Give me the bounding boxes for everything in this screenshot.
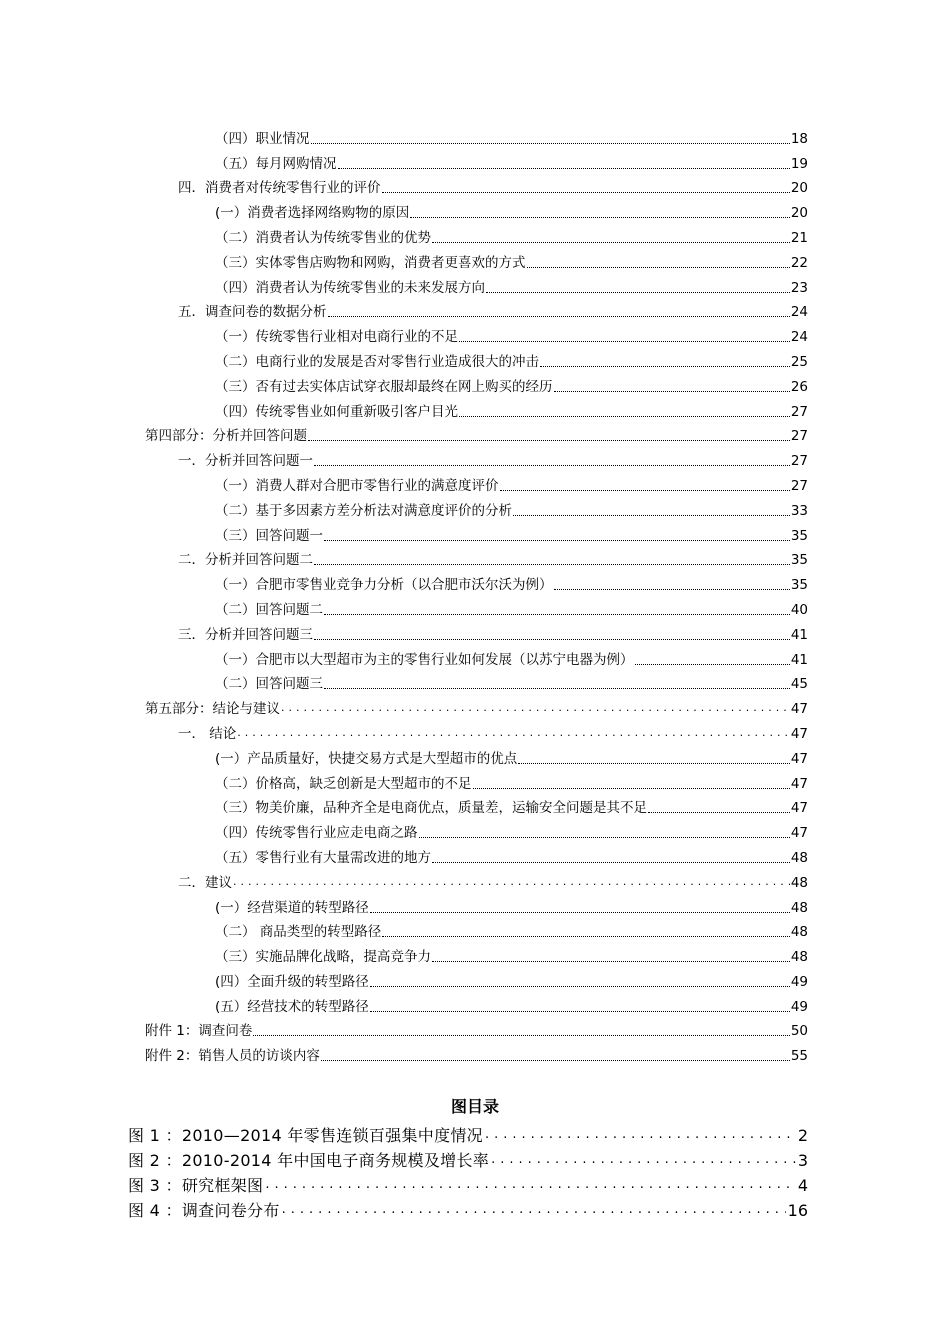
toc-entry-label: （三）否有过去实体店试穿衣服却最终在网上购买的经历 <box>215 378 553 395</box>
toc-entry-label: （一）合肥市零售业竞争力分析（以合肥市沃尔沃为例） <box>215 577 553 594</box>
figure-index-entry[interactable] <box>0 1147 950 1172</box>
toc-entry-page-number: 48 <box>790 924 808 941</box>
toc-leader-dots <box>253 1035 789 1036</box>
toc-entry-label: （二）电商行业的发展是否对零售行业造成很大的冲击 <box>215 353 539 370</box>
toc-entry-label: (一）消费者选择网络购物的原因 <box>215 205 410 222</box>
toc-leader-dots <box>308 440 790 441</box>
toc-entry-label: (五）经营技术的转型路径 <box>215 998 369 1015</box>
toc-entry[interactable] <box>0 174 950 199</box>
toc-leader-dots <box>410 217 790 218</box>
toc-leader-dots <box>314 564 790 565</box>
toc-entry-label: （三）物美价廉，品种齐全是电商优点，质量差，运输安全问题是其不足 <box>215 800 647 817</box>
toc-entry-label: （二）回答问题二 <box>215 601 323 618</box>
toc-leader-dots <box>370 986 790 987</box>
toc-leader-dots <box>370 1011 790 1012</box>
toc-entry[interactable] <box>0 273 950 298</box>
toc-entry[interactable] <box>0 1017 950 1042</box>
toc-entry[interactable] <box>0 942 950 967</box>
toc-entry-label: 一．分析并回答问题一 <box>178 453 313 470</box>
toc-leader-dots <box>382 936 790 937</box>
toc-entry-page-number: 49 <box>790 973 808 990</box>
toc-entry-page-number: 21 <box>790 229 808 246</box>
toc-entry-label: 二．分析并回答问题二 <box>178 552 313 569</box>
figure-entry-page-number: 4 <box>797 1176 808 1195</box>
toc-entry-label: （二）基于多因素方差分析法对满意度评价的分析 <box>215 502 512 519</box>
toc-leader-dots <box>370 912 790 913</box>
toc-entry-label: （二）消费者认为传统零售业的优势 <box>215 229 431 246</box>
toc-entry[interactable] <box>0 595 950 620</box>
toc-leader-dots <box>540 366 790 367</box>
toc-entry[interactable] <box>0 570 950 595</box>
toc-entry-page-number: 47 <box>790 701 808 718</box>
toc-entry-page-number: 41 <box>790 626 808 643</box>
toc-entry-label: 四．消费者对传统零售行业的评价 <box>178 180 381 197</box>
toc-entry[interactable] <box>0 645 950 670</box>
toc-entry-label: 一． 结论 <box>178 725 237 742</box>
toc-leader-dots <box>432 961 790 962</box>
toc-leader-dots <box>648 812 790 813</box>
toc-leader-dots <box>324 688 790 689</box>
toc-entry-page-number: 27 <box>790 453 808 470</box>
toc-entry-label: 二．建议 <box>178 874 232 891</box>
toc-entry-label: （一）合肥市以大型超市为主的零售行业如何发展（以苏宁电器为例） <box>215 651 634 668</box>
toc-leader-dots <box>554 391 790 392</box>
toc-entry-label: 附件 2：销售人员的访谈内容 <box>145 1048 320 1065</box>
toc-entry[interactable] <box>0 694 950 719</box>
toc-entry-label: (四）全面升级的转型路径 <box>215 973 369 990</box>
toc-entry-label: （五）零售行业有大量需改进的地方 <box>215 849 431 866</box>
figure-leader-dots <box>265 1176 795 1194</box>
toc-entry-label: 第五部分：结论与建议 <box>145 701 280 718</box>
toc-entry[interactable] <box>0 992 950 1017</box>
figure-index-entry[interactable] <box>0 1122 950 1147</box>
figure-leader-dots <box>282 1201 786 1219</box>
figure-index-entry[interactable] <box>0 1172 950 1197</box>
toc-entry-label: （三）实施品牌化战略，提高竞争力 <box>215 949 431 966</box>
figure-index-title: 图目录 <box>450 1097 499 1116</box>
toc-leader-dots <box>518 763 790 764</box>
toc-entry-page-number: 48 <box>790 874 808 891</box>
toc-entry-label: （一）消费人群对合肥市零售行业的满意度评价 <box>215 477 499 494</box>
figure-index-list <box>0 1122 950 1222</box>
toc-leader-dots <box>635 664 790 665</box>
toc-leader-dots <box>328 316 790 317</box>
toc-leader-dots <box>513 515 790 516</box>
toc-entry[interactable] <box>0 372 950 397</box>
toc-leader-dots <box>281 700 790 716</box>
toc-entry-page-number: 26 <box>790 378 808 395</box>
toc-leader-dots <box>324 614 790 615</box>
toc-entry[interactable] <box>0 769 950 794</box>
toc-leader-dots <box>527 267 790 268</box>
toc-entry[interactable] <box>0 1041 950 1066</box>
toc-entry-label: （四）传统零售行业应走电商之路 <box>215 825 418 842</box>
toc-leader-dots <box>432 242 790 243</box>
toc-leader-dots <box>473 788 790 789</box>
toc-entry-page-number: 48 <box>790 899 808 916</box>
toc-entry-label: 三．分析并回答问题三 <box>178 626 313 643</box>
toc-entry-page-number: 35 <box>790 577 808 594</box>
toc-entry-page-number: 19 <box>790 155 808 172</box>
toc-entry-label: （二） 商品类型的转型路径 <box>215 924 382 941</box>
toc-entry[interactable] <box>0 818 950 843</box>
toc-entry-label: （四）职业情况 <box>215 130 310 147</box>
toc-entry[interactable] <box>0 893 950 918</box>
toc-leader-dots <box>554 589 790 590</box>
toc-entry-label: （二）价格高，缺乏创新是大型超市的不足 <box>215 775 472 792</box>
toc-entry[interactable] <box>0 744 950 769</box>
toc-entry-page-number: 24 <box>790 304 808 321</box>
toc-entry[interactable] <box>0 620 950 645</box>
table-of-contents <box>0 124 950 1066</box>
toc-entry[interactable] <box>0 496 950 521</box>
toc-entry-page-number: 48 <box>790 849 808 866</box>
toc-entry[interactable] <box>0 397 950 422</box>
toc-entry-page-number: 40 <box>790 601 808 618</box>
toc-entry-page-number: 35 <box>790 552 808 569</box>
toc-entry[interactable] <box>0 719 950 744</box>
toc-entry[interactable] <box>0 546 950 571</box>
toc-entry-label: （一）传统零售行业相对电商行业的不足 <box>215 329 458 346</box>
toc-entry-page-number: 47 <box>790 725 808 742</box>
toc-entry[interactable] <box>0 843 950 868</box>
toc-leader-dots <box>459 416 790 417</box>
toc-entry-page-number: 49 <box>790 998 808 1015</box>
toc-entry-label: （四）消费者认为传统零售业的未来发展方向 <box>215 279 485 296</box>
toc-entry[interactable] <box>0 124 950 149</box>
figure-leader-dots <box>485 1126 796 1144</box>
figure-entry-label: 图 2 ：2010-2014 年中国电子商务规模及增长率 <box>128 1151 490 1170</box>
toc-entry-page-number: 47 <box>790 775 808 792</box>
figure-entry-label: 图 3 ：研究框架图 <box>128 1176 264 1195</box>
toc-entry-page-number: 20 <box>790 180 808 197</box>
toc-entry[interactable] <box>0 868 950 893</box>
toc-entry-label: 第四部分：分析并回答问题 <box>145 428 307 445</box>
toc-entry-page-number: 18 <box>790 130 808 147</box>
toc-entry[interactable] <box>0 223 950 248</box>
toc-leader-dots <box>314 465 790 466</box>
toc-entry-page-number: 27 <box>790 428 808 445</box>
toc-entry-page-number: 27 <box>790 403 808 420</box>
toc-entry-page-number: 47 <box>790 800 808 817</box>
toc-leader-dots <box>311 143 790 144</box>
toc-entry[interactable] <box>0 149 950 174</box>
toc-entry-page-number: 50 <box>790 1023 808 1040</box>
toc-entry[interactable] <box>0 347 950 372</box>
figure-entry-label: 图 1 ：2010—2014 年零售连锁百强集中度情况 <box>128 1126 483 1145</box>
figure-leader-dots <box>491 1151 796 1169</box>
toc-entry[interactable] <box>0 248 950 273</box>
toc-entry-page-number: 33 <box>790 502 808 519</box>
toc-leader-dots <box>233 874 790 890</box>
toc-leader-dots <box>338 168 790 169</box>
figure-entry-page-number: 3 <box>797 1151 808 1170</box>
toc-entry[interactable] <box>0 298 950 323</box>
toc-entry[interactable] <box>0 322 950 347</box>
toc-entry[interactable] <box>0 198 950 223</box>
toc-leader-dots <box>324 540 790 541</box>
toc-entry-label: 附件 1：调查问卷 <box>145 1023 253 1040</box>
toc-leader-dots <box>382 192 790 193</box>
toc-leader-dots <box>500 490 790 491</box>
figure-entry-label: 图 4 ：调查问卷分布 <box>128 1201 280 1220</box>
toc-entry[interactable] <box>0 446 950 471</box>
toc-entry[interactable] <box>0 422 950 447</box>
toc-entry-page-number: 35 <box>790 527 808 544</box>
figure-entry-page-number: 2 <box>797 1126 808 1145</box>
toc-leader-dots <box>432 862 790 863</box>
toc-entry-label: （四）传统零售业如何重新吸引客户目光 <box>215 403 458 420</box>
toc-entry-page-number: 55 <box>790 1048 808 1065</box>
toc-entry[interactable] <box>0 670 950 695</box>
toc-entry[interactable] <box>0 471 950 496</box>
toc-entry[interactable] <box>0 967 950 992</box>
toc-entry-page-number: 48 <box>790 949 808 966</box>
toc-entry-label: （三）回答问题一 <box>215 527 323 544</box>
toc-entry-page-number: 27 <box>790 477 808 494</box>
toc-entry-page-number: 24 <box>790 329 808 346</box>
toc-entry[interactable] <box>0 918 950 943</box>
toc-leader-dots <box>419 837 790 838</box>
toc-entry-label: （五）每月网购情况 <box>215 155 337 172</box>
toc-entry-page-number: 22 <box>790 254 808 271</box>
toc-entry-page-number: 23 <box>790 279 808 296</box>
toc-entry-label: (一）产品质量好，快捷交易方式是大型超市的优点 <box>215 750 518 767</box>
toc-entry[interactable] <box>0 794 950 819</box>
toc-entry-label: （三）实体零售店购物和网购，消费者更喜欢的方式 <box>215 254 526 271</box>
toc-leader-dots <box>321 1060 790 1061</box>
toc-leader-dots <box>459 341 790 342</box>
toc-entry-label: （二）回答问题三 <box>215 676 323 693</box>
toc-entry-label: 五．调查问卷的数据分析 <box>178 304 327 321</box>
toc-entry-page-number: 47 <box>790 750 808 767</box>
toc-entry-label: (一）经营渠道的转型路径 <box>215 899 369 916</box>
toc-entry[interactable] <box>0 521 950 546</box>
figure-index-entry[interactable] <box>0 1197 950 1222</box>
toc-leader-dots <box>314 639 790 640</box>
figure-entry-page-number: 16 <box>787 1201 808 1220</box>
toc-entry-page-number: 25 <box>790 353 808 370</box>
toc-entry-page-number: 41 <box>790 651 808 668</box>
toc-leader-dots <box>237 725 790 741</box>
toc-entry-page-number: 47 <box>790 825 808 842</box>
toc-entry-page-number: 20 <box>790 205 808 222</box>
toc-entry-page-number: 45 <box>790 676 808 693</box>
toc-leader-dots <box>486 292 790 293</box>
